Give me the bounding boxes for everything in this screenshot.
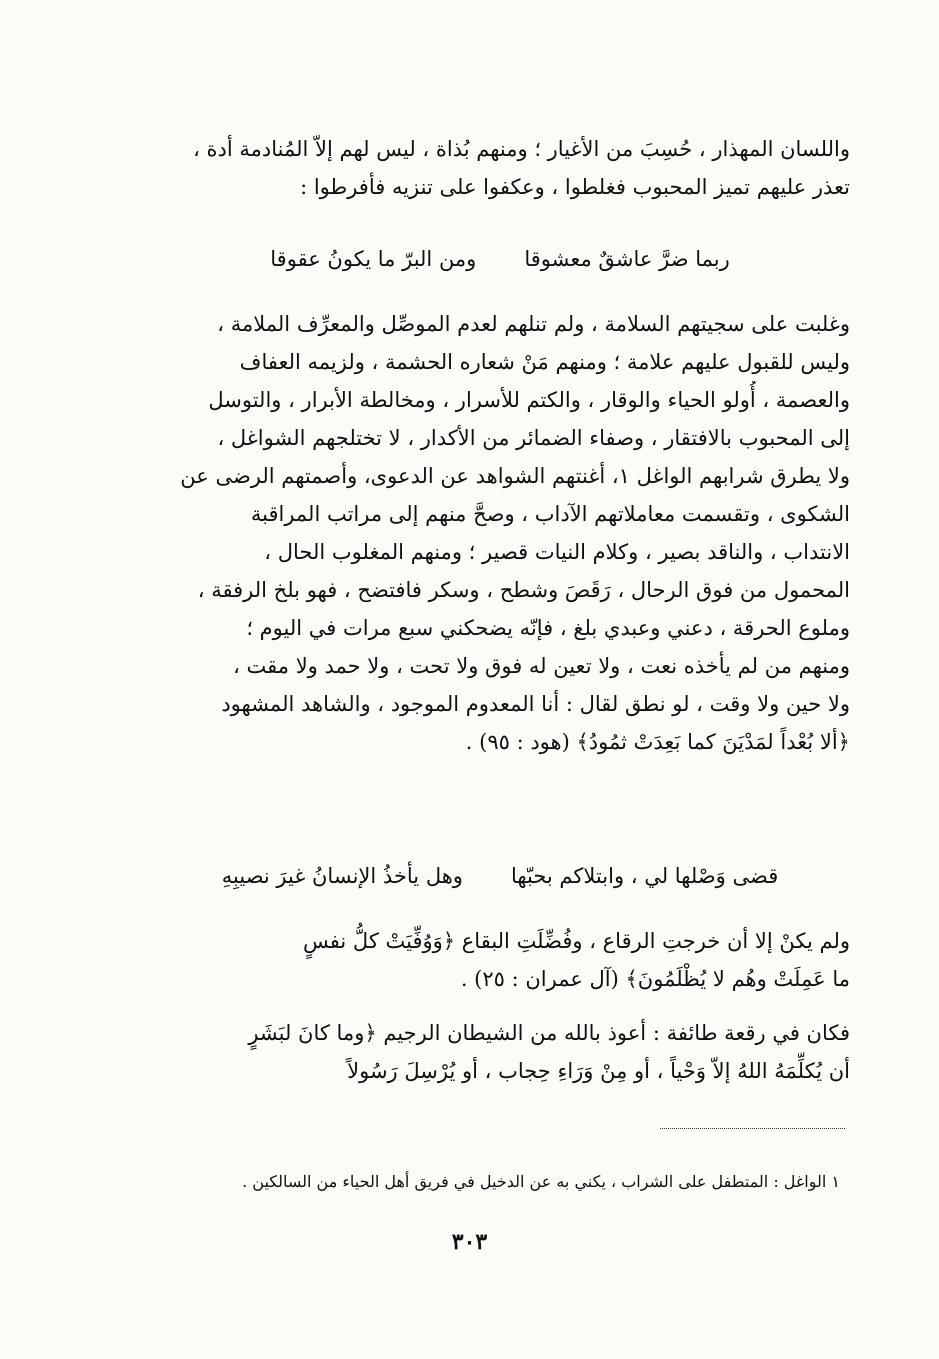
footnote: ١ الواغل : المتطفل على الشراب ، يكني به عن الدخيل في فريق أهل الحياء من السالكين .: [242, 1172, 840, 1191]
text-line: ولا يطرق شرابهم الواغل ١، أغنتهم الشواهد عن الدعوى، وأصمتهم الرضى عن: [180, 464, 850, 488]
text-line: المحمول من فوق الرحال ، رَقَصَ وشطح ، وسكر فافتضح ، فهو بلخ الرفقة ،: [197, 578, 850, 602]
footnote-divider: [660, 1128, 845, 1129]
verse-2: [150, 857, 850, 895]
paragraph-3: [150, 922, 850, 998]
paragraph-2: [150, 305, 850, 761]
paragraph-1: [150, 130, 850, 206]
text-line: إلى المحبوب بالافتقار ، وصفاء الضمائر من الأكدار ، لا تختلجهم الشواغل ،: [217, 426, 850, 450]
text-line: وغلبت على سجيتهم السلامة ، ولم تنلهم لعدم الموصِّل والمعرِّف الملامة ،: [217, 312, 850, 336]
text-line: ومنهم من لم يأخذه نعت ، ولا تعين له فوق ولا تحت ، ولا حمد ولا مقت ،: [233, 654, 850, 678]
page-number: ٣٠٣: [451, 1229, 488, 1255]
verse-2-first-hemistich: قضى وَصْلها لي ، وابتلاكم بحبّها: [510, 864, 779, 888]
text-line: الشكوى ، وتقسمت معاملاتهم الآداب ، وصحَّ منهم إلى مراتب المراقبة: [250, 502, 850, 526]
verse-2-second-hemistich: وهل يأخذُ الإنسانُ غيرَ نصيبِهِ: [221, 864, 463, 888]
quran-verse-line: ﴿ألا بُعْداً لمَدْيَنَ كما بَعِدَتْ ثمُودُ﴾ (هود : ٩٥) .: [465, 730, 850, 754]
text-line: فكان في رقعة طائفة : أعوذ بالله من الشيطان الرجيم ﴿وما كانَ لبَشَرٍ: [248, 1021, 850, 1045]
text-line: وليس للقبول عليهم علامة ؛ ومنهم مَنْ شعاره الحشمة ، ولزيمه العفاف: [239, 350, 850, 374]
text-line: أن يُكلِّمَهُ اللهُ إلاّ وَحْياً ، أو مِنْ وَرَاءِ حِجاب ، أو يُرْسِلَ رَسُولاً: [347, 1059, 850, 1083]
text-line: ولا حين ولا وقت ، لو نطق لقال : أنا المعدوم الموجود ، والشاهد المشهود: [221, 692, 850, 716]
text-line: والعصمة ، أُولو الحياء والوقار ، والكتم للأسرار ، ومخالطة الأبرار ، والتوسل: [208, 388, 850, 412]
quran-verse-line: ما عَمِلَتْ وهُم لا يُظْلَمُونَ﴾ (آل عمران : ٢٥) .: [460, 967, 850, 991]
verse-1: [150, 240, 850, 278]
verse-1-second-hemistich: ومن البرّ ما يكونُ عقوقا: [270, 247, 477, 271]
text-line: تعذر عليهم تميز المحبوب فغلطوا ، وعكفوا على تنزيه فأفرطوا :: [300, 175, 850, 199]
paragraph-4: [150, 1014, 850, 1090]
text-line: وملوع الحرقة ، دعني وعبدي بلغ ، فإنّه يضحكني سبع مرات في اليوم ؛: [246, 616, 850, 640]
text-line: الانتداب ، والناقد بصير ، وكلام النيات قصير ؛ ومنهم المغلوب الحال ،: [264, 540, 850, 564]
text-line: واللسان المهذار ، حُسِبَ من الأغيار ؛ ومنهم بُذاة ، ليس لهم إلاّ المُنادمة أدة ،: [193, 137, 850, 161]
verse-1-first-hemistich: ربما ضرَّ عاشقٌ معشوقا: [524, 247, 730, 271]
text-line: ولم يكنْ إلا أن خرجتِ الرقاع ، وفُضِّلَتِ البقاع ﴿وَوُفِّيَتْ كلُّ نفسٍ: [303, 929, 850, 953]
